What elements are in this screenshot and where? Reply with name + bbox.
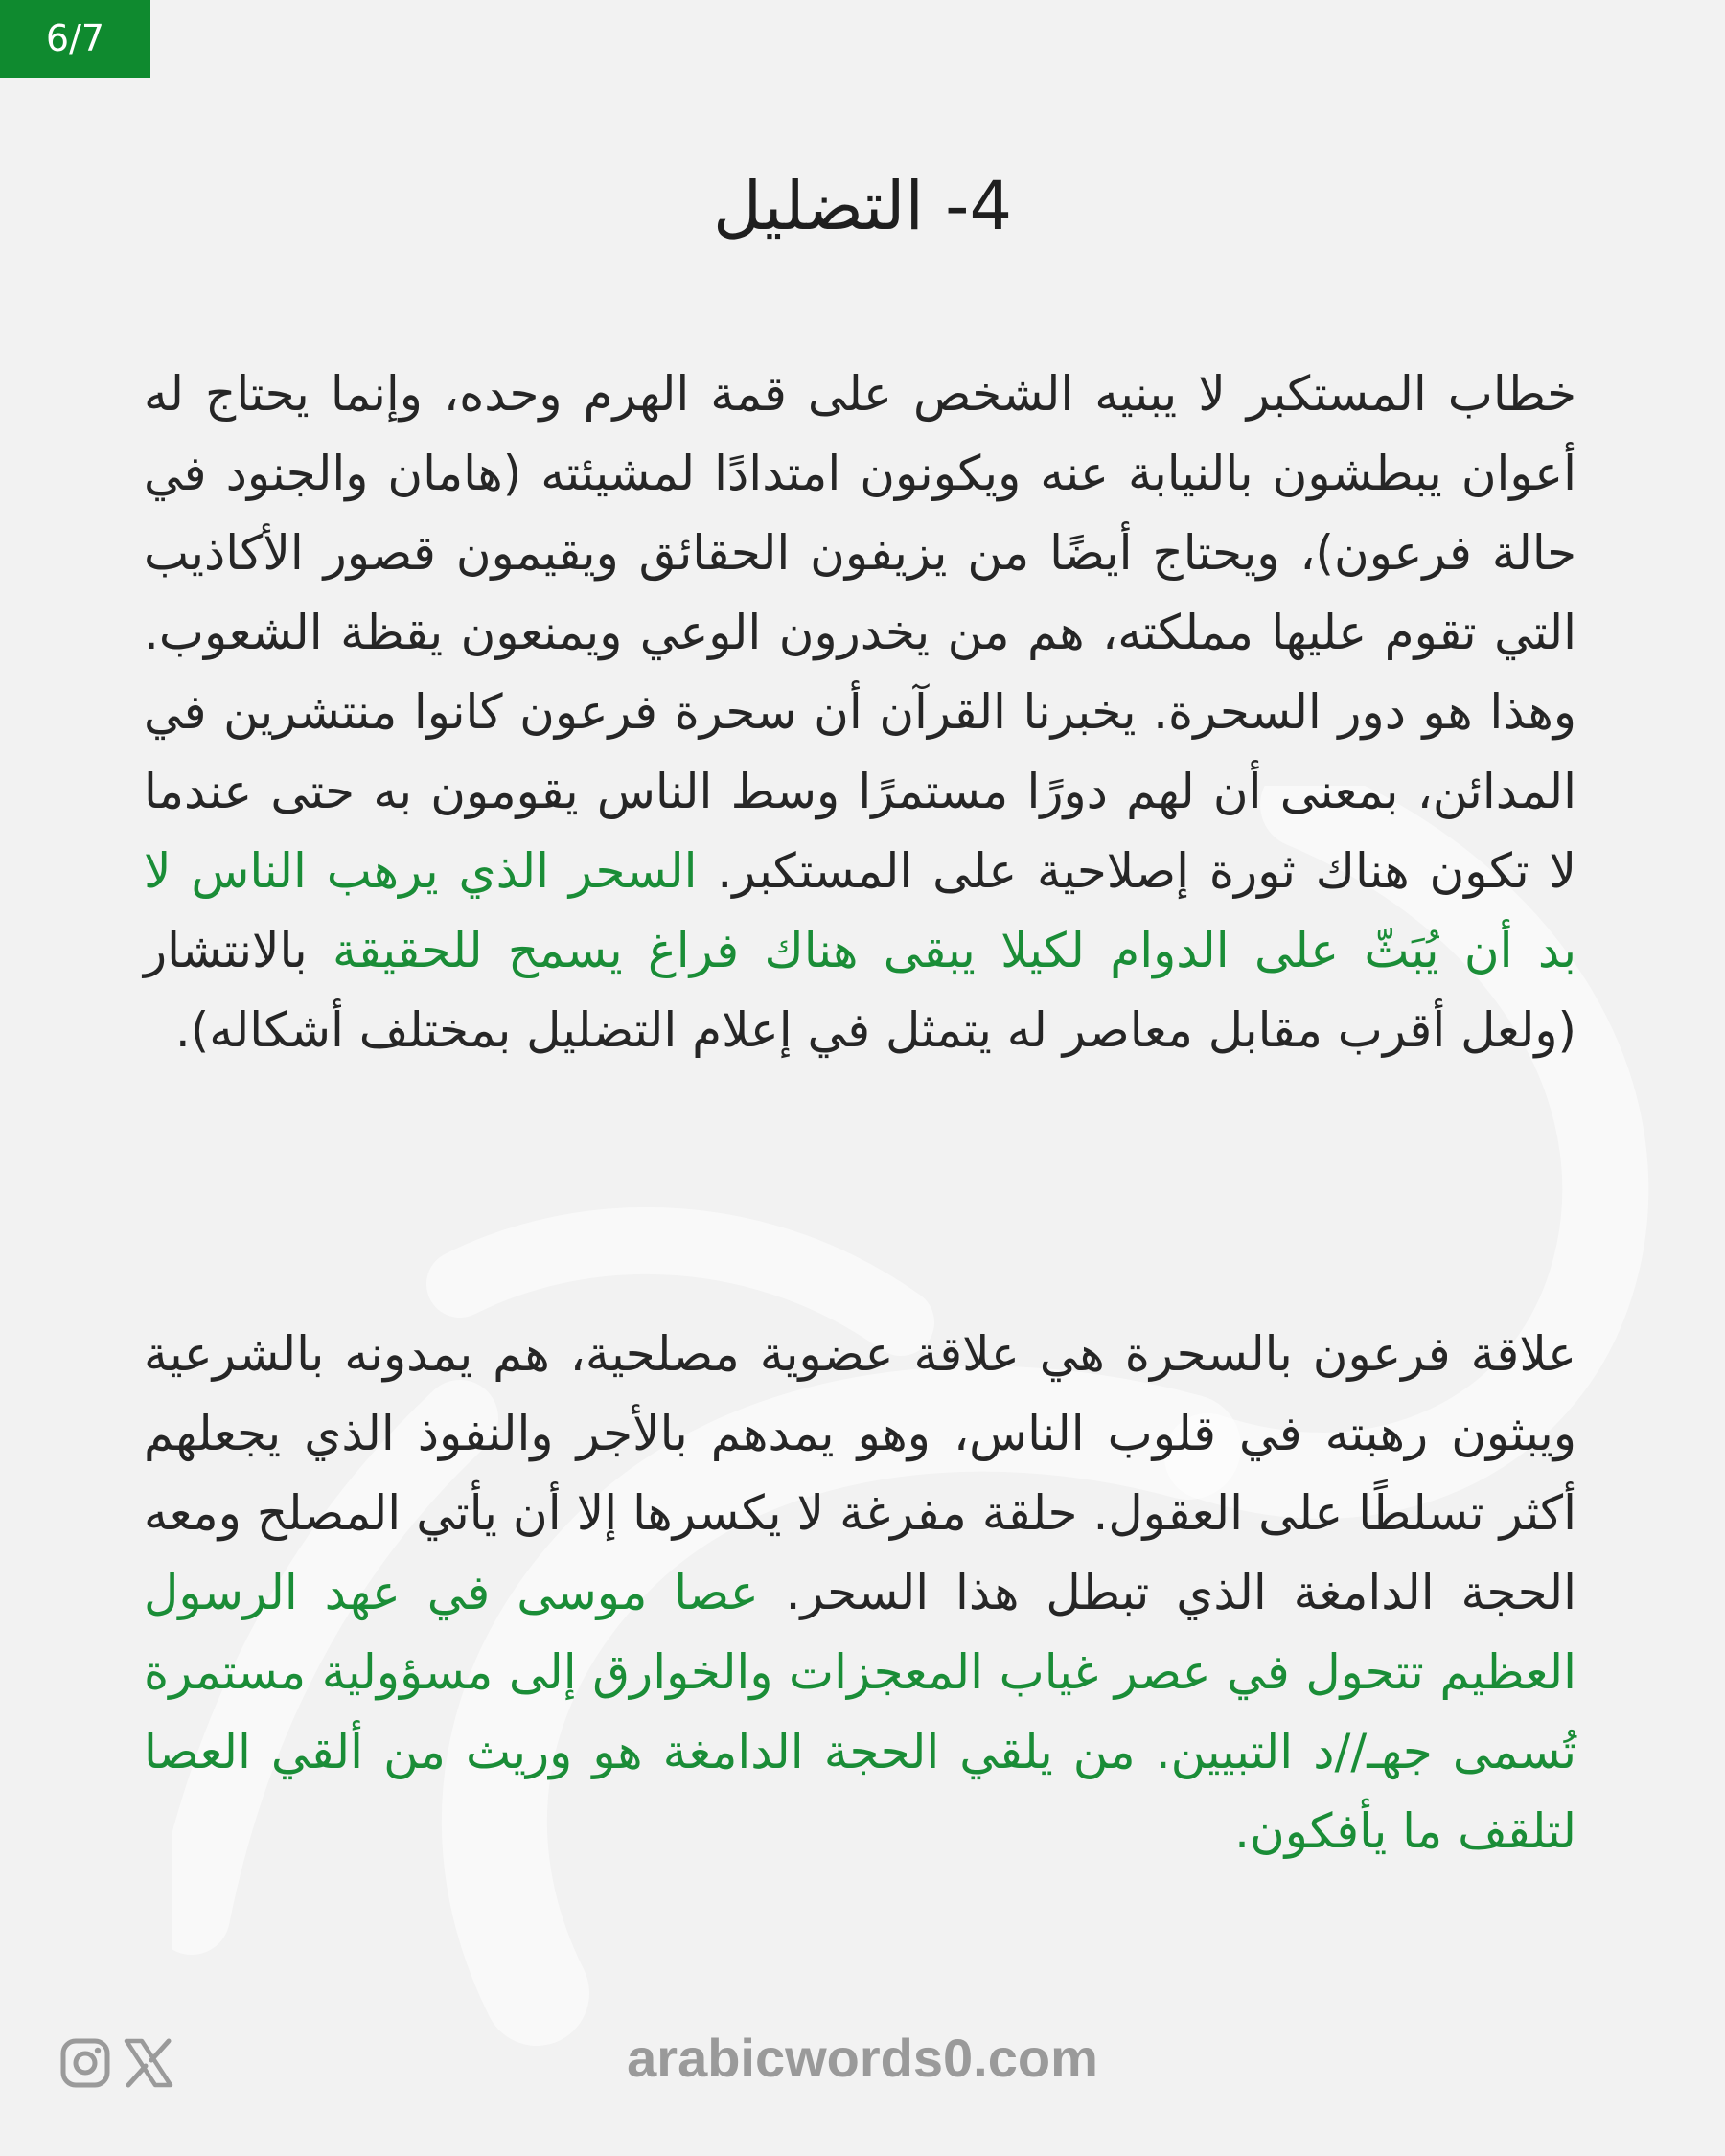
body-paragraph-1 [144,355,1576,1070]
paragraph-1-highlight: السحر الذي يرهب الناس لا بد أن يُبَثّ على الدوام لكيلا يبقى هناك فراغ يسمح للحقيقة [144,843,1576,978]
paragraph-2-text: علاقة فرعون بالسحرة هي علاقة عضوية مصلحية، هم يمدونه بالشرعية ويبثون رهبته في قلوب الناس، وهو يمدهم بالأجر والنفوذ الذي يجعلهم أكثر تسلطًا على العقول. حلقة مفرغة لا يكسرها إلا أن يأتي المصلح ومعه الحجة الدامغة الذي تبطل هذا السحر. [144,1326,1577,1620]
page-title: 4- التضليل [713,167,1012,245]
paragraph-1-text: خطاب المستكبر لا يبنيه الشخص على قمة الهرم وحده، وإنما يحتاج له أعوان يبطشون بالنيابة عنه ويكونون امتدادًا لمشيئته (هامان والجنود في حالة فرعون)، ويحتاج أيضًا من يزيفون الحقائق ويقيمون قصور الأكاذيب التي تقوم عليها مملكته، هم من يخدرون الوعي ويمنعون يقظة الشعوب. وهذا هو دور السحرة. يخبرنا القرآن أن سحرة فرعون كانوا منتشرين في المدائن، بمعنى أن لهم دورًا مستمرًا وسط الناس يقومون به حتى عندما لا تكون هناك ثورة إصلاحية على المستكبر. [144,366,1576,899]
page-indicator-badge: 6/7 [0,0,150,78]
body-paragraph-2 [144,1315,1576,1871]
paragraph-1-tail: بالانتشار (ولعل أقرب مقابل معاصر له يتمثل في إعلام التضليل بمختلف أشكاله). [144,923,1576,1058]
footer-website[interactable]: arabicwords0.com [627,2028,1098,2088]
paragraph-2-highlight: عصا موسى في عهد الرسول العظيم تتحول في عصر غياب المعجزات والخوارق إلى مسؤولية مستمرة تُسمى جهـ//د التبيين. من يلقي الحجة الدامغة هو وريث من ألقي العصا لتلقف ما يأفكون. [144,1565,1576,1859]
